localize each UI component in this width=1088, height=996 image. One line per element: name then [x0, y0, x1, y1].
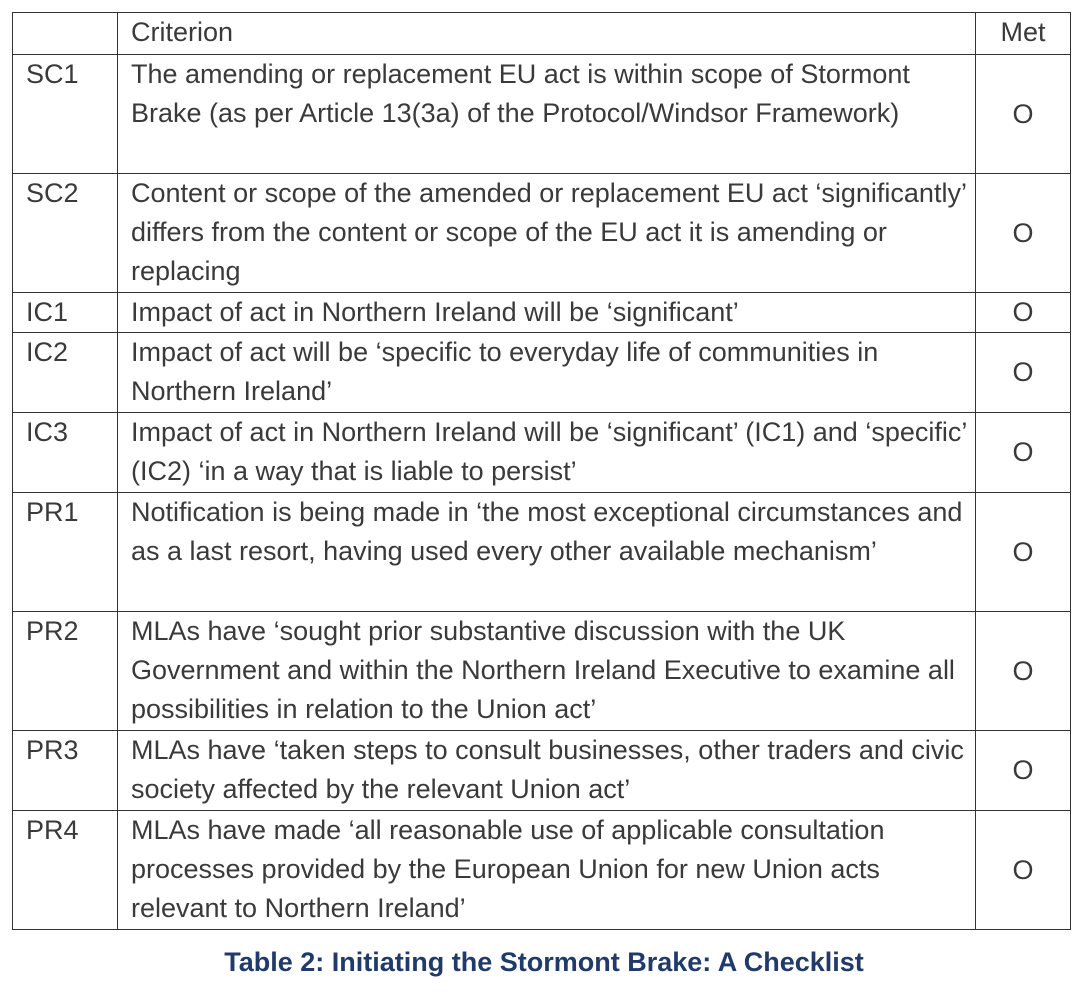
- header-id: [13, 13, 118, 55]
- met-status: O: [976, 612, 1071, 731]
- criterion-id: PR2: [13, 612, 118, 731]
- met-status: O: [976, 333, 1071, 413]
- table-row: [13, 293, 1071, 333]
- criterion-id: SC2: [13, 174, 118, 293]
- table-caption: Table 2: Initiating the Stormont Brake: A Checklist: [224, 947, 864, 977]
- header-row: [13, 13, 1071, 55]
- criterion-id: PR3: [13, 731, 118, 811]
- criterion-id: IC1: [13, 293, 118, 333]
- table-row: [13, 333, 1071, 413]
- checklist-table: [12, 12, 1071, 930]
- met-status: O: [976, 293, 1071, 333]
- met-status: O: [976, 731, 1071, 811]
- met-status: O: [976, 174, 1071, 293]
- criterion-id: IC3: [13, 413, 118, 493]
- met-status: O: [976, 55, 1071, 174]
- criterion-text: Impact of act in Northern Ireland will be ‘significant’ (IC1) and ‘specific’ (IC2) ‘in a way that is liable to persist’: [118, 413, 976, 493]
- criterion-id: PR1: [13, 493, 118, 612]
- criterion-text: MLAs have ‘sought prior substantive discussion with the UK Government and within the Northern Ireland Executive to examine all possibilities in relation to the Union act’: [118, 612, 976, 731]
- criterion-id: IC2: [13, 333, 118, 413]
- criterion-text: Notification is being made in ‘the most exceptional circumstances and as a last resort, having used every other available mechanism’: [118, 493, 976, 612]
- table-row: [13, 413, 1071, 493]
- criterion-text: The amending or replacement EU act is within scope of Stormont Brake (as per Article 13(3a) of the Protocol/Windsor Framework): [118, 55, 976, 174]
- criterion-text: MLAs have ‘taken steps to consult businesses, other traders and civic society affected by the relevant Union act’: [118, 731, 976, 811]
- table-row: [13, 731, 1071, 811]
- met-status: O: [976, 493, 1071, 612]
- table-row: [13, 612, 1071, 731]
- header-met: Met: [976, 13, 1071, 55]
- table-row: [13, 811, 1071, 930]
- met-status: O: [976, 413, 1071, 493]
- table-row: [13, 493, 1071, 612]
- criterion-text: MLAs have made ‘all reasonable use of applicable consultation processes provided by the European Union for new Union acts relevant to Northern Ireland’: [118, 811, 976, 930]
- header-criterion: Criterion: [118, 13, 976, 55]
- criterion-text: Impact of act will be ‘specific to everyday life of communities in Northern Ireland’: [118, 333, 976, 413]
- criterion-id: PR4: [13, 811, 118, 930]
- criterion-id: SC1: [13, 55, 118, 174]
- met-status: O: [976, 811, 1071, 930]
- criterion-text: Content or scope of the amended or replacement EU act ‘significantly’ differs from the content or scope of the EU act it is amending or replacing: [118, 174, 976, 293]
- table-row: [13, 55, 1071, 174]
- table-row: [13, 174, 1071, 293]
- criterion-text: Impact of act in Northern Ireland will be ‘significant’: [118, 293, 976, 333]
